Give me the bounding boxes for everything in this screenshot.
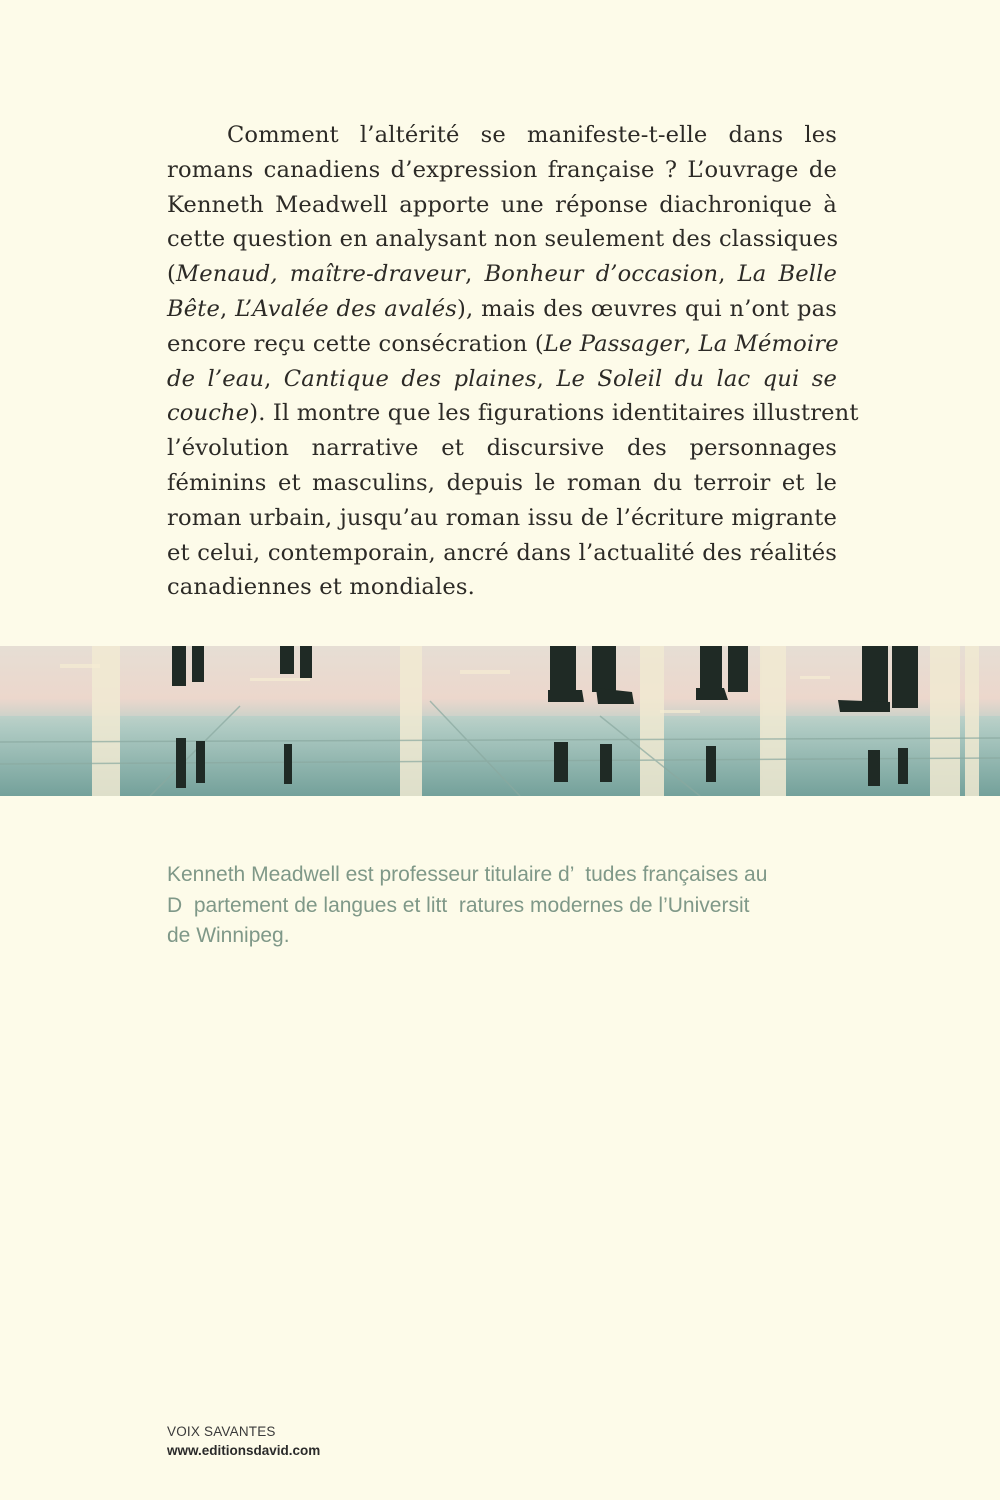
description-text: canadiennes et mondiales. (167, 574, 475, 601)
description-text: cette question en analysant non seulement des classiques (167, 226, 839, 253)
book-description (167, 118, 859, 605)
author-bio-line: D partement de langues et litt ratures modernes de l’Universit (167, 893, 750, 917)
description-line (167, 536, 837, 571)
description-line (167, 153, 837, 188)
book-title: L’Avalée des avalés (235, 295, 458, 322)
description-text: et celui, contemporain, ancré dans l’actualité des réalités (167, 539, 837, 566)
reflection-photo (0, 646, 1000, 796)
description-text: , (536, 365, 557, 392)
description-line (167, 327, 837, 362)
book-title: Bonheur d’occasion (484, 261, 719, 288)
book-title: La Belle (737, 261, 837, 288)
description-line (167, 292, 837, 327)
description-line (167, 362, 837, 397)
publisher-footer (167, 1422, 320, 1460)
description-line (167, 570, 837, 605)
description-text: roman urbain, jusqu’au roman issu de l’écriture migrante (167, 504, 837, 531)
description-text: , (718, 261, 738, 288)
description-text: , (264, 365, 284, 392)
description-text: , (220, 295, 236, 322)
book-title: Le Soleil du lac qui se (556, 365, 837, 392)
book-title: Cantique des plaines (283, 365, 537, 392)
author-bio-line: de Winnipeg. (167, 924, 290, 947)
description-line (167, 396, 859, 431)
description-text: l’évolution narrative et discursive des personnages (167, 435, 837, 462)
description-text: féminins et masculins, depuis le roman du terroir et le (167, 469, 837, 496)
book-title: de l’eau (167, 365, 265, 392)
book-title: Menaud, maître-draveur (175, 261, 466, 288)
book-title: La Mémoire (698, 330, 839, 357)
description-text: ), mais des œuvres qui n’ont pas (457, 295, 837, 322)
description-text: , (465, 261, 485, 288)
description-text: encore reçu cette consécration ( (167, 330, 544, 357)
author-bio-line: Kenneth Meadwell est professeur titulaire d’ tudes françaises au (167, 863, 768, 886)
description-line (167, 222, 837, 257)
description-line (167, 188, 837, 223)
author-bio (167, 860, 847, 952)
description-text: ( (167, 261, 176, 288)
description-text: ). Il montre que les figurations identitaires illustrent (249, 400, 859, 427)
book-title: Le Passager (543, 330, 684, 357)
description-line (167, 466, 837, 501)
description-line (167, 257, 837, 292)
publisher-website[interactable]: www.editionsdavid.com (167, 1443, 321, 1458)
series-name: VOIX SAVANTES (167, 1424, 276, 1439)
book-title: Bête (167, 295, 221, 322)
description-text: Comment l’altérité se manifeste-t-elle dans les (227, 122, 837, 148)
description-line (167, 431, 837, 466)
description-line (167, 501, 837, 536)
description-line (167, 118, 837, 153)
book-title: couche (167, 400, 250, 427)
description-text: Kenneth Meadwell apporte une réponse diachronique à (167, 191, 837, 218)
description-text: , (683, 330, 699, 357)
description-text: romans canadiens d’expression française ? L’ouvrage de (167, 156, 837, 183)
